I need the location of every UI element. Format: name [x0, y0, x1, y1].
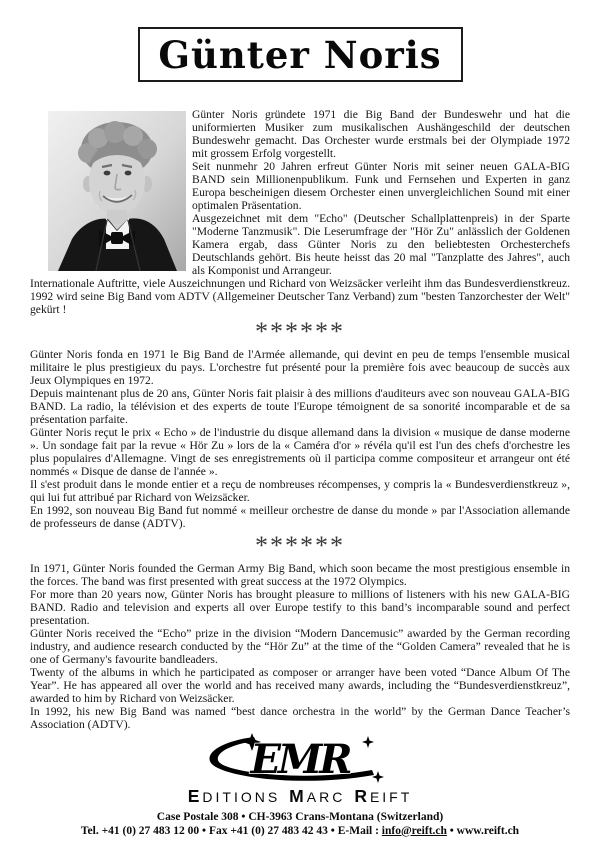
french-paragraph: Günter Noris fonda en 1971 le Big Band de l'Armée allemande, qui devint en peu de temps l'ensemble musical militaire le plus prestigieux du pays. L'orchestre fut présenté pour la première fois avec beaucoup de succès aux Jeux Olympiques en 1972.: [30, 348, 570, 387]
german-paragraph: Seit nunmehr 20 Jahren erfreut Günter Noris mit seiner neuen GALA-BIG BAND sein Millionenpublikum. Funk und Fernsehen und Experten in ganz Europa bescheinigen diesem Orchester einen unvergleichlichen Sound mit einer optimalen Präsentation.: [192, 160, 570, 212]
footer-contact-prefix: Tel. +41 (0) 27 483 12 00 • Fax +41 (0) 27 483 42 43 • E-Mail :: [80, 824, 382, 837]
german-section: [30, 108, 570, 316]
english-section: [30, 562, 570, 731]
footer-address: Case Postale 308 • CH-3963 Crans-Montana (Switzerland): [156, 811, 444, 823]
emr-logo-text: EMR: [250, 736, 350, 783]
publisher-logo-block: [0, 733, 600, 787]
page-footer: [0, 811, 600, 838]
french-paragraph: Il s'est produit dans le monde entier et a reçu de nombreuses récompenses, y compris la « Bundesverdienstkreuz », qui lui fut attribué par Richard von Weizsäcker.: [30, 478, 570, 504]
tagline-word: MARC: [289, 786, 346, 806]
french-paragraph: Günter Noris reçut le prix « Echo » de l'industrie du disque allemand dans la division « musique de danse moderne ». Un sondage fait par la revue « Hör Zu » lors de la « Caméra d'or » révéla qu'il est l'un des chefs d'orchestre les plus populaires d'Allemagne. Vingt de ses enregistrements où il participa comme compositeur et arrangeur ont été nommés « Disque de danse de l'année ».: [30, 426, 570, 478]
french-paragraph: Depuis maintenant plus de 20 ans, Günter Noris fait plaisir à des millions d'auditeurs avec son nouveau GALA-BIG BAND. La radio, la télévision et des experts de toute l'Europe témoignent de sa sonorité incomparable et de sa présentation parfaite.: [30, 387, 570, 426]
page-title: Günter Noris: [158, 32, 442, 77]
footer-contact-suffix: • www.reift.ch: [446, 824, 520, 837]
portrait-photo: [48, 111, 186, 271]
english-paragraph: For more than 20 years now, Günter Noris has brought pleasure to millions of listeners with his new GALA-BIG BAND. Radio and television and experts all over Europe testify to this band’s incomparable sound and perfect presentation.: [30, 588, 570, 627]
section-separator-1: ******: [255, 317, 345, 346]
german-paragraph: Günter Noris gründete 1971 die Big Band der Bundeswehr und hat die uniformierten Musiker zum musikalischen Aushängeschild der deutschen Bundeswehr gemacht. Das Orchester wurde erstmals bei der Olympiade 1972 mit grossem Erfolg vorgestellt.: [192, 108, 570, 160]
german-paragraph: Ausgezeichnet mit dem "Echo" (Deutscher Schallplattenpreis) in der Sparte "Moderne Tanzmusik". Die Leserumfrage der "Hör Zu" anlässlich der Goldenen Kamera ergab, dass Günter Noris zu den beliebtesten Orchesterchefs Deutschlands gehört. Bis heute heisst das 20 mal "Tanzplatte des Jahres", auch als Komponist und Arrangeur.: [192, 212, 570, 277]
tagline-word: EDITIONS: [187, 786, 281, 806]
emr-logo-icon: [202, 733, 398, 787]
email-link[interactable]: info@reift.ch: [381, 824, 447, 837]
english-paragraph: In 1971, Günter Noris founded the German Army Big Band, which soon became the most prestigious ensemble in the forces. The band was first presented with great success at the 1972 Olympics.: [30, 562, 570, 588]
english-paragraph: Günter Noris received the “Echo” prize in the division “Modern Dancemusic” awarded by the German recording industry, and audience research conducted by the “Hör Zu” at the time of the “Golden Camera” revealed that he is one of Germany's favourite bandleaders.: [30, 627, 570, 666]
tagline-word: REIFT: [354, 786, 413, 806]
french-paragraph: En 1992, son nouveau Big Band fut nommé « meilleur orchestre de danse du monde » par l'Association allemande de professeurs de danse (ADTV).: [30, 504, 570, 530]
french-section: [30, 348, 570, 530]
logo-tagline: [0, 788, 600, 806]
footer-contact: [0, 825, 600, 839]
german-continuation: Internationale Auftritte, viele Auszeichnungen und Richard von Weizsäcker verleiht ihm das Bundesverdienstkreuz. 1992 wird seine Big Band vom ADTV (Allgemeiner Deutscher Tanz Verband) zum "besten Tanzorchester der Welt" gekürt !: [30, 277, 570, 316]
english-paragraph: Twenty of the albums in which he participated as composer or arranger have been voted “Dance Album Of The Year”. He has appeared all over the world and has received many awards, including the “Bundesverdienstkreuz”, awarded to him by Richard von Weizsäcker.: [30, 666, 570, 705]
english-paragraph: In 1992, his new Big Band was named “best dance orchestra in the world” by the German Dance Teacher’s Association (ADTV).: [30, 705, 570, 731]
portrait-image: [48, 111, 186, 271]
page-title-box: [138, 27, 463, 82]
section-separator-2: ******: [255, 531, 345, 560]
